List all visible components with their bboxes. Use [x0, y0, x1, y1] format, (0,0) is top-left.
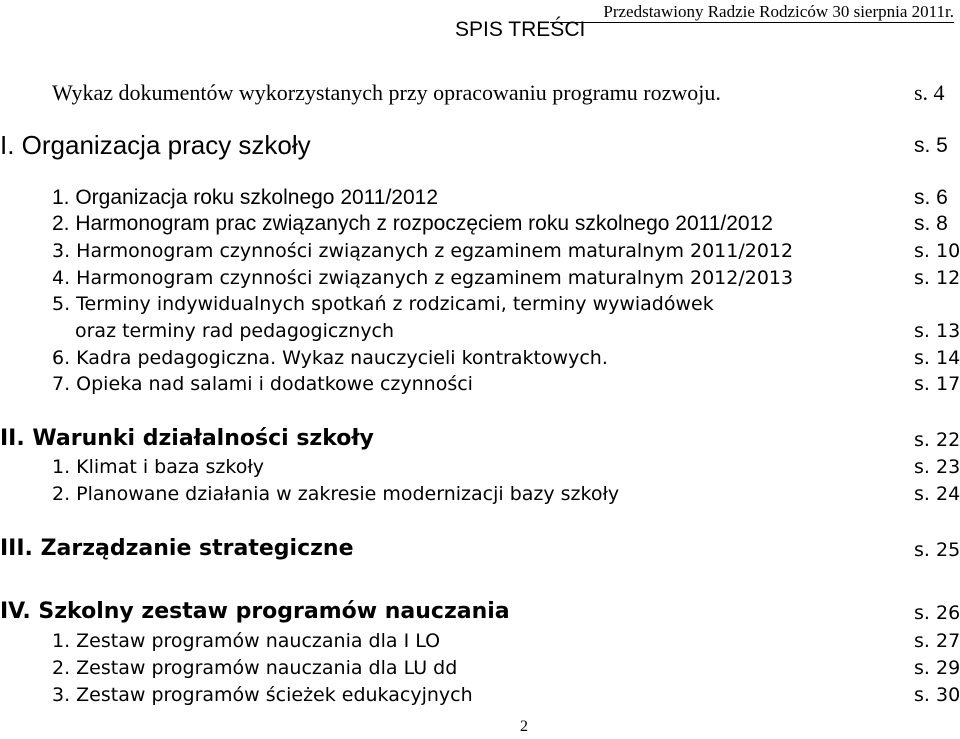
toc-entry-page: s. 23 — [914, 456, 960, 478]
toc-entry-page: s. 14 — [914, 347, 960, 369]
toc-entry-page: s. 8 — [914, 212, 948, 235]
toc-entry-text: 2. Zestaw programów nauczania dla LU dd — [52, 657, 458, 679]
toc-entry-page: s. 13 — [914, 320, 960, 342]
toc-entry-page: s. 25 — [914, 539, 960, 561]
toc-entry-text: 5. Terminy indywidualnych spotkań z rodzicami, terminy wywiadówek — [52, 293, 714, 315]
toc-section-heading: IV. Szkolny zestaw programów nauczania — [0, 599, 510, 624]
toc-section-heading: II. Warunki działalności szkoły — [0, 426, 374, 451]
toc-entry-text: 3. Zestaw programów ścieżek edukacyjnych — [52, 684, 473, 706]
toc-entry-page: s. 24 — [914, 483, 960, 505]
toc-entry-text: 1. Organizacja roku szkolnego 2011/2012 — [52, 186, 439, 209]
toc-entry-page: s. 17 — [914, 373, 960, 395]
toc-entry-page: s. 30 — [914, 684, 960, 706]
toc-entry-page: s. 29 — [914, 657, 960, 679]
toc-entry-page: s. 10 — [914, 240, 960, 262]
page-number: 2 — [520, 718, 528, 735]
toc-entry-text: 7. Opieka nad salami i dodatkowe czynności — [52, 373, 473, 395]
toc-section-heading: I. Organizacja pracy szkoły — [0, 130, 311, 160]
toc-entry-page: s. 12 — [914, 267, 960, 289]
toc-entry-page: s. 22 — [914, 429, 960, 451]
toc-entry-text: 2. Harmonogram prac związanych z rozpoczęciem roku szkolnego 2011/2012 — [52, 212, 773, 235]
toc-entry-text: Wykaz dokumentów wykorzystanych przy opracowaniu programu rozwoju. — [52, 80, 721, 105]
page-header-note: Przedstawiony Radzie Rodziców 30 sierpnia 2011r. — [550, 2, 954, 23]
toc-entry-page: s. 4 — [914, 80, 945, 105]
toc-entry-text-continued: oraz terminy rad pedagogicznych — [75, 320, 395, 342]
toc-entry-page: s. 5 — [914, 134, 948, 157]
toc-entry-page: s. 27 — [914, 630, 960, 652]
page-title: SPIS TREŚCI — [455, 18, 586, 41]
toc-section-heading: III. Zarządzanie strategiczne — [0, 536, 354, 561]
toc-entry-text: 2. Planowane działania w zakresie modernizacji bazy szkoły — [52, 483, 620, 505]
toc-entry-text: 4. Harmonogram czynności związanych z egzaminem maturalnym 2012/2013 — [52, 267, 794, 289]
toc-entry-text: 6. Kadra pedagogiczna. Wykaz nauczycieli kontraktowych. — [52, 347, 608, 369]
toc-entry-text: 3. Harmonogram czynności związanych z egzaminem maturalnym 2011/2012 — [52, 240, 794, 262]
toc-entry-text: 1. Zestaw programów nauczania dla I LO — [52, 630, 441, 652]
toc-entry-text: 1. Klimat i baza szkoły — [52, 456, 264, 478]
toc-entry-page: s. 6 — [914, 186, 948, 209]
toc-entry-page: s. 26 — [914, 602, 960, 624]
